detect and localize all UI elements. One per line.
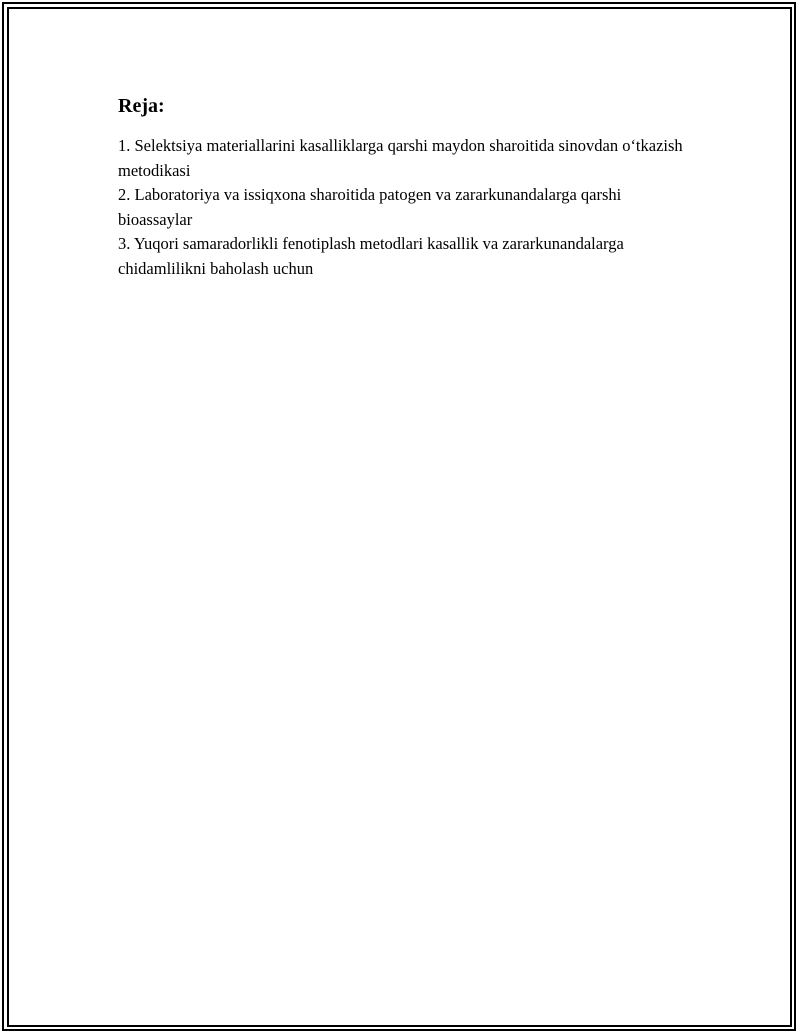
plan-heading: Reja: xyxy=(118,95,165,117)
plan-list xyxy=(118,134,698,281)
plan-item-2: 2. Laboratoriya va issiqxona sharoitida patogen va zararkunandalarga qarshi bioassaylar xyxy=(118,185,622,229)
plan-item-3: 3. Yuqori samaradorlikli fenotiplash metodlari kasallik va zararkunandalarga chidamlilikni baholash uchun xyxy=(118,234,624,278)
plan-item-1: 1. Selektsiya materiallarini kasalliklarga qarshi maydon sharoitida sinovdan o‘tkazish metodikasi xyxy=(118,136,683,180)
document-content xyxy=(118,92,698,281)
